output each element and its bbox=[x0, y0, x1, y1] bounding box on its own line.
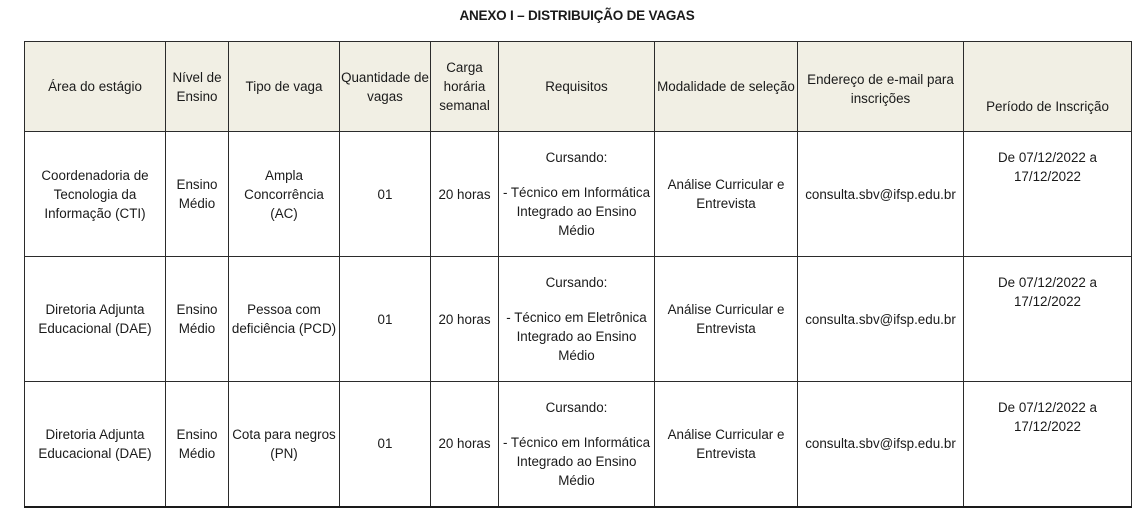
cell-requisitos bbox=[499, 382, 655, 507]
vacancy-distribution-table bbox=[24, 41, 1132, 508]
requisitos-spacer bbox=[500, 417, 653, 433]
requisitos-spacer bbox=[500, 292, 653, 308]
cell-periodo: De 07/12/2022 a 17/12/2022 bbox=[964, 132, 1132, 257]
cell-area: Diretoria Adjunta Educacional (DAE) bbox=[25, 257, 166, 382]
cell-tipo: Cota para negros (PN) bbox=[229, 382, 340, 507]
cell-nivel: Ensino Médio bbox=[166, 257, 229, 382]
cell-modalidade: Análise Curricular e Entrevista bbox=[655, 132, 798, 257]
cell-quantidade: 01 bbox=[340, 257, 431, 382]
header-email: Endereço de e-mail para inscrições bbox=[798, 42, 964, 132]
requisitos-heading: Cursando: bbox=[545, 150, 608, 165]
header-modalidade: Modalidade de seleção bbox=[655, 42, 798, 132]
cell-carga: 20 horas bbox=[431, 382, 499, 507]
cell-modalidade: Análise Curricular e Entrevista bbox=[655, 257, 798, 382]
requisitos-course: - Técnico em Informática Integrado ao Ensino Médio bbox=[502, 185, 651, 238]
header-nivel: Nível de Ensino bbox=[166, 42, 229, 132]
cell-nivel: Ensino Médio bbox=[166, 382, 229, 507]
requisitos-course: - Técnico em Eletrônica Integrado ao Ensino Médio bbox=[506, 310, 647, 363]
cell-tipo: Pessoa com deficiência (PCD) bbox=[229, 257, 340, 382]
cell-area: Coordenadoria de Tecnologia da Informação (CTI) bbox=[25, 132, 166, 257]
table-row bbox=[25, 257, 1132, 382]
requisitos-spacer bbox=[500, 167, 653, 183]
cell-periodo: De 07/12/2022 a 17/12/2022 bbox=[964, 257, 1132, 382]
cell-tipo: Ampla Concorrência (AC) bbox=[229, 132, 340, 257]
requisitos-course: - Técnico em Informática Integrado ao Ensino Médio bbox=[502, 435, 651, 488]
header-requisitos: Requisitos bbox=[499, 42, 655, 132]
table-header-row bbox=[25, 42, 1132, 132]
table-row bbox=[25, 132, 1132, 257]
document-title: ANEXO I – DISTRIBUIÇÃO DE VAGAS bbox=[459, 8, 695, 23]
cell-periodo: De 07/12/2022 a 17/12/2022 bbox=[964, 382, 1132, 507]
requisitos-heading: Cursando: bbox=[545, 400, 608, 415]
cell-quantidade: 01 bbox=[340, 382, 431, 507]
cell-area: Diretoria Adjunta Educacional (DAE) bbox=[25, 382, 166, 507]
header-area: Área do estágio bbox=[25, 42, 166, 132]
cell-carga: 20 horas bbox=[431, 132, 499, 257]
cell-email: consulta.sbv@ifsp.edu.br bbox=[798, 382, 964, 507]
cell-email: consulta.sbv@ifsp.edu.br bbox=[798, 132, 964, 257]
cell-requisitos bbox=[499, 257, 655, 382]
cell-nivel: Ensino Médio bbox=[166, 132, 229, 257]
cell-requisitos bbox=[499, 132, 655, 257]
cell-carga: 20 horas bbox=[431, 257, 499, 382]
requisitos-heading: Cursando: bbox=[545, 275, 608, 290]
header-tipo: Tipo de vaga bbox=[229, 42, 340, 132]
cell-quantidade: 01 bbox=[340, 132, 431, 257]
table-row bbox=[25, 382, 1132, 507]
cell-modalidade: Análise Curricular e Entrevista bbox=[655, 382, 798, 507]
cell-email: consulta.sbv@ifsp.edu.br bbox=[798, 257, 964, 382]
header-carga: Carga horária semanal bbox=[431, 42, 499, 132]
header-periodo: Período de Inscrição bbox=[964, 42, 1132, 132]
header-quantidade: Quantidade de vagas bbox=[340, 42, 431, 132]
